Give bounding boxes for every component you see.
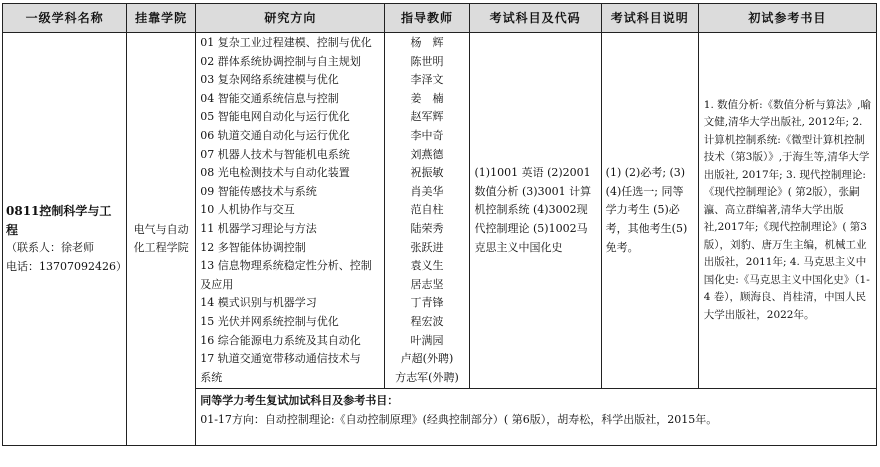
- main-row: [3, 33, 877, 389]
- direction-item: 05 智能电网自动化与运行优化: [200, 110, 350, 124]
- direction-item: 12 多智能体协调控制: [200, 240, 306, 254]
- header-direction: 研究方向: [196, 4, 385, 33]
- direction-item: 14 模式识别与机器学习: [200, 296, 317, 310]
- direction-item: 04 智能交通系统信息与控制: [200, 91, 339, 105]
- direction-item: 11 机器学习理论与方法: [200, 221, 317, 235]
- direction-item: 15 光伏并网系统控制与优化: [200, 314, 339, 328]
- exam-notes-cell: (1) (2)必考; (3) (4)任选一; 同等学力考生 (5)必考，其他考生(5)免考。: [601, 33, 698, 389]
- teacher-item: 姜 楠: [410, 91, 444, 105]
- teacher-item: 卢超(外聘): [400, 352, 454, 366]
- college-cell: 电气与自动化工程学院: [127, 33, 196, 446]
- books-cell: 1. 数值分析:《数值分析与算法》,喻文健,清华大学出版社, 2012年; 2. 计算机控制系统:《微型计算机控制技术（第3版）》,于海生等,清华大学出版社, 2017年; 3. 现代控制理论:《现代控制理论》( 第2版），张嗣瀛、高立群编著,清华大学出版社,2017年;《现代控制理论》( 第3版），刘豹、唐万生主编，机械工业出版社，2011年; 4. 马克思主义中国化史:《马克思主义中国化史》（1-4 卷），顾海良、肖桂清，中国人民大学出版社，2022年。: [698, 33, 876, 389]
- header-exam-note: 考试科目说明: [601, 4, 698, 33]
- direction-item: 17 轨道交通宽带移动通信技术与: [200, 352, 361, 366]
- subject-name: 0811控制科学与工程: [6, 203, 112, 237]
- direction-item: 系统: [200, 370, 223, 384]
- teachers-cell: [385, 33, 469, 389]
- header-subject: 一级学科名称: [3, 4, 127, 33]
- admissions-table: [2, 3, 877, 446]
- header-exam: 考试科目及代码: [469, 4, 601, 33]
- exams-cell: (1)1001 英语 (2)2001 数值分析 (3)3001 计算机控制系统 (4)3002现代控制理论 (5)1002马克思主义中国化史: [469, 33, 601, 389]
- teacher-item: 居志坚: [410, 277, 444, 291]
- direction-item: 及应用: [200, 277, 234, 291]
- subject-contact: （联系人：徐老师: [6, 241, 94, 255]
- teacher-item: 张跃进: [410, 240, 444, 254]
- direction-item: 08 光电检测技术与自动化装置: [200, 166, 350, 180]
- direction-item: 09 智能传感技术与系统: [200, 184, 317, 198]
- direction-item: 13 信息物理系统稳定性分析、控制: [200, 259, 372, 273]
- header-books: 初试参考书目: [698, 4, 876, 33]
- direction-item: 16 综合能源电力系统及其自动化: [200, 333, 361, 347]
- teacher-item: 陈世明: [410, 54, 444, 68]
- teacher-item: 程宏波: [410, 314, 444, 328]
- header-college: 挂靠学院: [127, 4, 196, 33]
- teacher-item: 陆荣秀: [410, 221, 444, 235]
- direction-item: 06 轨道交通自动化与运行优化: [200, 128, 350, 142]
- direction-item: 02 群体系统协调控制与自主规划: [200, 54, 361, 68]
- teacher-item: 肖美华: [410, 184, 444, 198]
- direction-item: 03 复杂网络系统建模与优化: [200, 73, 339, 87]
- teacher-item: 李泽文: [410, 73, 444, 87]
- retest-title: 同等学力考生复试加试科目及参考书目：: [200, 394, 399, 408]
- teacher-item: 刘燕德: [410, 147, 444, 161]
- teacher-item: 叶满园: [410, 333, 444, 347]
- direction-item: 01 复杂工业过程建模、控制与优化: [200, 36, 372, 49]
- teacher-item: 方志军(外聘): [395, 370, 459, 384]
- teacher-item: 杨 辉: [410, 36, 444, 49]
- teacher-item: 李中奇: [410, 128, 444, 142]
- direction-item: 07 机器人技术与智能机电系统: [200, 147, 350, 161]
- header-teacher: 指导教师: [385, 4, 469, 33]
- teacher-item: 范自柱: [410, 203, 444, 217]
- teacher-item: 丁青锋: [410, 296, 444, 310]
- subject-phone: 电话：13707092426）: [6, 259, 127, 273]
- subject-cell: [3, 33, 127, 446]
- direction-item: 10 人机协作与交互: [200, 203, 295, 217]
- teacher-item: 赵军辉: [410, 110, 444, 124]
- teacher-item: 袁义生: [410, 259, 444, 273]
- retest-content: 01-17方向：自动控制理论:《自动控制原理》(经典控制部分）( 第6版），胡寿松，科学出版社，2015年。: [200, 413, 718, 427]
- teacher-item: 祝振敏: [410, 166, 444, 180]
- header-row: [3, 4, 877, 33]
- directions-cell: [196, 33, 385, 389]
- retest-cell: [196, 389, 877, 446]
